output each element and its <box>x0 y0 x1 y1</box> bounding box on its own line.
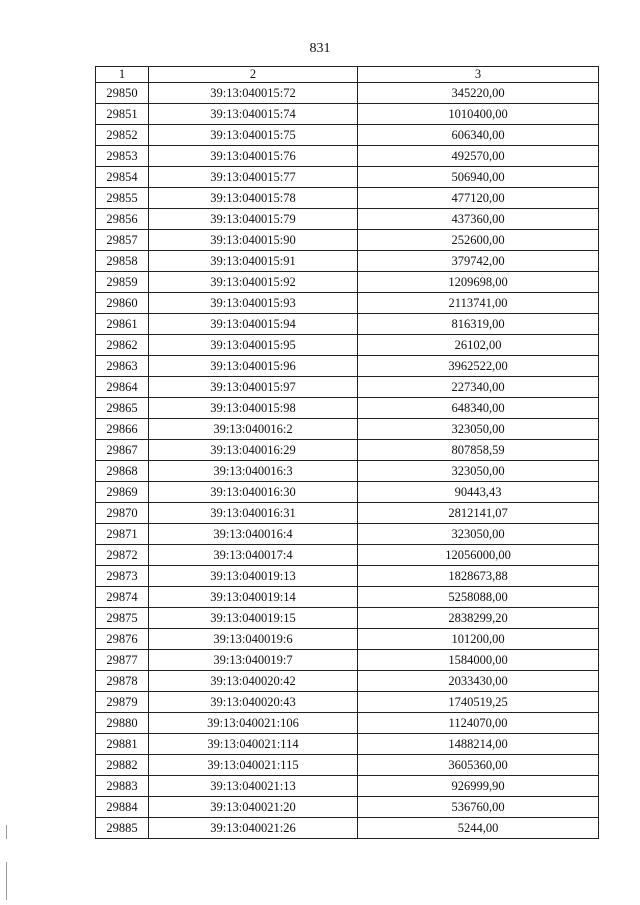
row-number-cell: 29858 <box>96 251 149 272</box>
table-row <box>96 692 599 713</box>
row-number-cell: 29866 <box>96 419 149 440</box>
cadastral-number-cell: 39:13:040015:97 <box>149 377 358 398</box>
header-row <box>96 67 599 83</box>
table-row <box>96 230 599 251</box>
value-cell: 1209698,00 <box>358 272 599 293</box>
cadastral-number-cell: 39:13:040021:26 <box>149 818 358 839</box>
row-number-cell: 29859 <box>96 272 149 293</box>
cadastral-number-cell: 39:13:040019:13 <box>149 566 358 587</box>
cadastral-number-cell: 39:13:040015:95 <box>149 335 358 356</box>
row-number-cell: 29853 <box>96 146 149 167</box>
row-number-cell: 29857 <box>96 230 149 251</box>
cadastral-number-cell: 39:13:040015:76 <box>149 146 358 167</box>
value-cell: 1488214,00 <box>358 734 599 755</box>
cadastral-number-cell: 39:13:040015:72 <box>149 83 358 104</box>
row-number-cell: 29878 <box>96 671 149 692</box>
value-cell: 323050,00 <box>358 419 599 440</box>
table-row <box>96 713 599 734</box>
table-row <box>96 545 599 566</box>
value-cell: 345220,00 <box>358 83 599 104</box>
value-cell: 926999,90 <box>358 776 599 797</box>
cadastral-number-cell: 39:13:040021:20 <box>149 797 358 818</box>
row-number-cell: 29855 <box>96 188 149 209</box>
data-table <box>95 66 599 839</box>
value-cell: 5258088,00 <box>358 587 599 608</box>
cadastral-number-cell: 39:13:040016:2 <box>149 419 358 440</box>
table-row <box>96 356 599 377</box>
cadastral-number-cell: 39:13:040021:106 <box>149 713 358 734</box>
value-cell: 323050,00 <box>358 524 599 545</box>
row-number-cell: 29869 <box>96 482 149 503</box>
value-cell: 648340,00 <box>358 398 599 419</box>
table-row <box>96 524 599 545</box>
value-cell: 807858,59 <box>358 440 599 461</box>
cadastral-number-cell: 39:13:040015:98 <box>149 398 358 419</box>
value-cell: 1584000,00 <box>358 650 599 671</box>
table-row <box>96 797 599 818</box>
cadastral-number-cell: 39:13:040019:14 <box>149 587 358 608</box>
cadastral-number-cell: 39:13:040020:43 <box>149 692 358 713</box>
value-cell: 3962522,00 <box>358 356 599 377</box>
cadastral-number-cell: 39:13:040016:31 <box>149 503 358 524</box>
table-row <box>96 650 599 671</box>
value-cell: 492570,00 <box>358 146 599 167</box>
table-row <box>96 251 599 272</box>
row-number-cell: 29867 <box>96 440 149 461</box>
row-number-cell: 29863 <box>96 356 149 377</box>
value-cell: 2812141,07 <box>358 503 599 524</box>
row-number-cell: 29885 <box>96 818 149 839</box>
value-cell: 1828673,88 <box>358 566 599 587</box>
table-row <box>96 629 599 650</box>
cadastral-number-cell: 39:13:040015:91 <box>149 251 358 272</box>
value-cell: 2113741,00 <box>358 293 599 314</box>
value-cell: 227340,00 <box>358 377 599 398</box>
cadastral-number-cell: 39:13:040021:115 <box>149 755 358 776</box>
table-row <box>96 587 599 608</box>
table-row <box>96 146 599 167</box>
row-number-cell: 29876 <box>96 629 149 650</box>
value-cell: 26102,00 <box>358 335 599 356</box>
value-cell: 101200,00 <box>358 629 599 650</box>
cadastral-number-cell: 39:13:040020:42 <box>149 671 358 692</box>
value-cell: 12056000,00 <box>358 545 599 566</box>
table-row <box>96 461 599 482</box>
table-row <box>96 608 599 629</box>
table-row <box>96 734 599 755</box>
row-number-cell: 29860 <box>96 293 149 314</box>
table-row <box>96 440 599 461</box>
table-row <box>96 125 599 146</box>
cadastral-number-cell: 39:13:040021:13 <box>149 776 358 797</box>
column-header-1: 1 <box>96 67 149 83</box>
table-row <box>96 209 599 230</box>
row-number-cell: 29851 <box>96 104 149 125</box>
row-number-cell: 29854 <box>96 167 149 188</box>
cadastral-number-cell: 39:13:040015:96 <box>149 356 358 377</box>
row-number-cell: 29881 <box>96 734 149 755</box>
cadastral-number-cell: 39:13:040015:74 <box>149 104 358 125</box>
cadastral-number-cell: 39:13:040015:92 <box>149 272 358 293</box>
value-cell: 379742,00 <box>358 251 599 272</box>
cadastral-number-cell: 39:13:040015:78 <box>149 188 358 209</box>
row-number-cell: 29880 <box>96 713 149 734</box>
value-cell: 477120,00 <box>358 188 599 209</box>
row-number-cell: 29864 <box>96 377 149 398</box>
cadastral-number-cell: 39:13:040015:75 <box>149 125 358 146</box>
table-row <box>96 671 599 692</box>
value-cell: 437360,00 <box>358 209 599 230</box>
table-row <box>96 566 599 587</box>
row-number-cell: 29868 <box>96 461 149 482</box>
cadastral-number-cell: 39:13:040019:6 <box>149 629 358 650</box>
table-row <box>96 398 599 419</box>
row-number-cell: 29871 <box>96 524 149 545</box>
cadastral-number-cell: 39:13:040017:4 <box>149 545 358 566</box>
cadastral-number-cell: 39:13:040021:114 <box>149 734 358 755</box>
row-number-cell: 29850 <box>96 83 149 104</box>
table-row <box>96 776 599 797</box>
row-number-cell: 29861 <box>96 314 149 335</box>
table-row <box>96 755 599 776</box>
row-number-cell: 29884 <box>96 797 149 818</box>
table-row <box>96 83 599 104</box>
value-cell: 1124070,00 <box>358 713 599 734</box>
table-header <box>96 67 599 83</box>
value-cell: 3605360,00 <box>358 755 599 776</box>
value-cell: 2838299,20 <box>358 608 599 629</box>
cadastral-number-cell: 39:13:040016:4 <box>149 524 358 545</box>
value-cell: 5244,00 <box>358 818 599 839</box>
table-row <box>96 272 599 293</box>
table-row <box>96 482 599 503</box>
table-row <box>96 314 599 335</box>
value-cell: 1740519,25 <box>358 692 599 713</box>
row-number-cell: 29870 <box>96 503 149 524</box>
row-number-cell: 29883 <box>96 776 149 797</box>
cadastral-number-cell: 39:13:040019:7 <box>149 650 358 671</box>
value-cell: 816319,00 <box>358 314 599 335</box>
table-body <box>96 83 599 839</box>
value-cell: 536760,00 <box>358 797 599 818</box>
table-row <box>96 293 599 314</box>
cadastral-number-cell: 39:13:040015:77 <box>149 167 358 188</box>
value-cell: 90443,43 <box>358 482 599 503</box>
cadastral-number-cell: 39:13:040015:94 <box>149 314 358 335</box>
table-row <box>96 167 599 188</box>
margin-mark <box>6 825 7 839</box>
value-cell: 252600,00 <box>358 230 599 251</box>
table-row <box>96 377 599 398</box>
row-number-cell: 29882 <box>96 755 149 776</box>
table-row <box>96 188 599 209</box>
cadastral-number-cell: 39:13:040015:90 <box>149 230 358 251</box>
value-cell: 2033430,00 <box>358 671 599 692</box>
row-number-cell: 29865 <box>96 398 149 419</box>
row-number-cell: 29852 <box>96 125 149 146</box>
value-cell: 606340,00 <box>358 125 599 146</box>
row-number-cell: 29862 <box>96 335 149 356</box>
value-cell: 1010400,00 <box>358 104 599 125</box>
row-number-cell: 29875 <box>96 608 149 629</box>
margin-mark <box>6 862 7 900</box>
table-row <box>96 104 599 125</box>
row-number-cell: 29856 <box>96 209 149 230</box>
column-header-2: 2 <box>149 67 358 83</box>
row-number-cell: 29874 <box>96 587 149 608</box>
table-row <box>96 503 599 524</box>
table-row <box>96 335 599 356</box>
cadastral-number-cell: 39:13:040015:93 <box>149 293 358 314</box>
table-row <box>96 419 599 440</box>
cadastral-number-cell: 39:13:040015:79 <box>149 209 358 230</box>
cadastral-number-cell: 39:13:040016:29 <box>149 440 358 461</box>
column-header-3: 3 <box>358 67 599 83</box>
row-number-cell: 29879 <box>96 692 149 713</box>
cadastral-number-cell: 39:13:040016:30 <box>149 482 358 503</box>
table-row <box>96 818 599 839</box>
value-cell: 506940,00 <box>358 167 599 188</box>
page-number: 831 <box>309 41 331 56</box>
cadastral-number-cell: 39:13:040016:3 <box>149 461 358 482</box>
cadastral-number-cell: 39:13:040019:15 <box>149 608 358 629</box>
value-cell: 323050,00 <box>358 461 599 482</box>
row-number-cell: 29873 <box>96 566 149 587</box>
row-number-cell: 29877 <box>96 650 149 671</box>
row-number-cell: 29872 <box>96 545 149 566</box>
